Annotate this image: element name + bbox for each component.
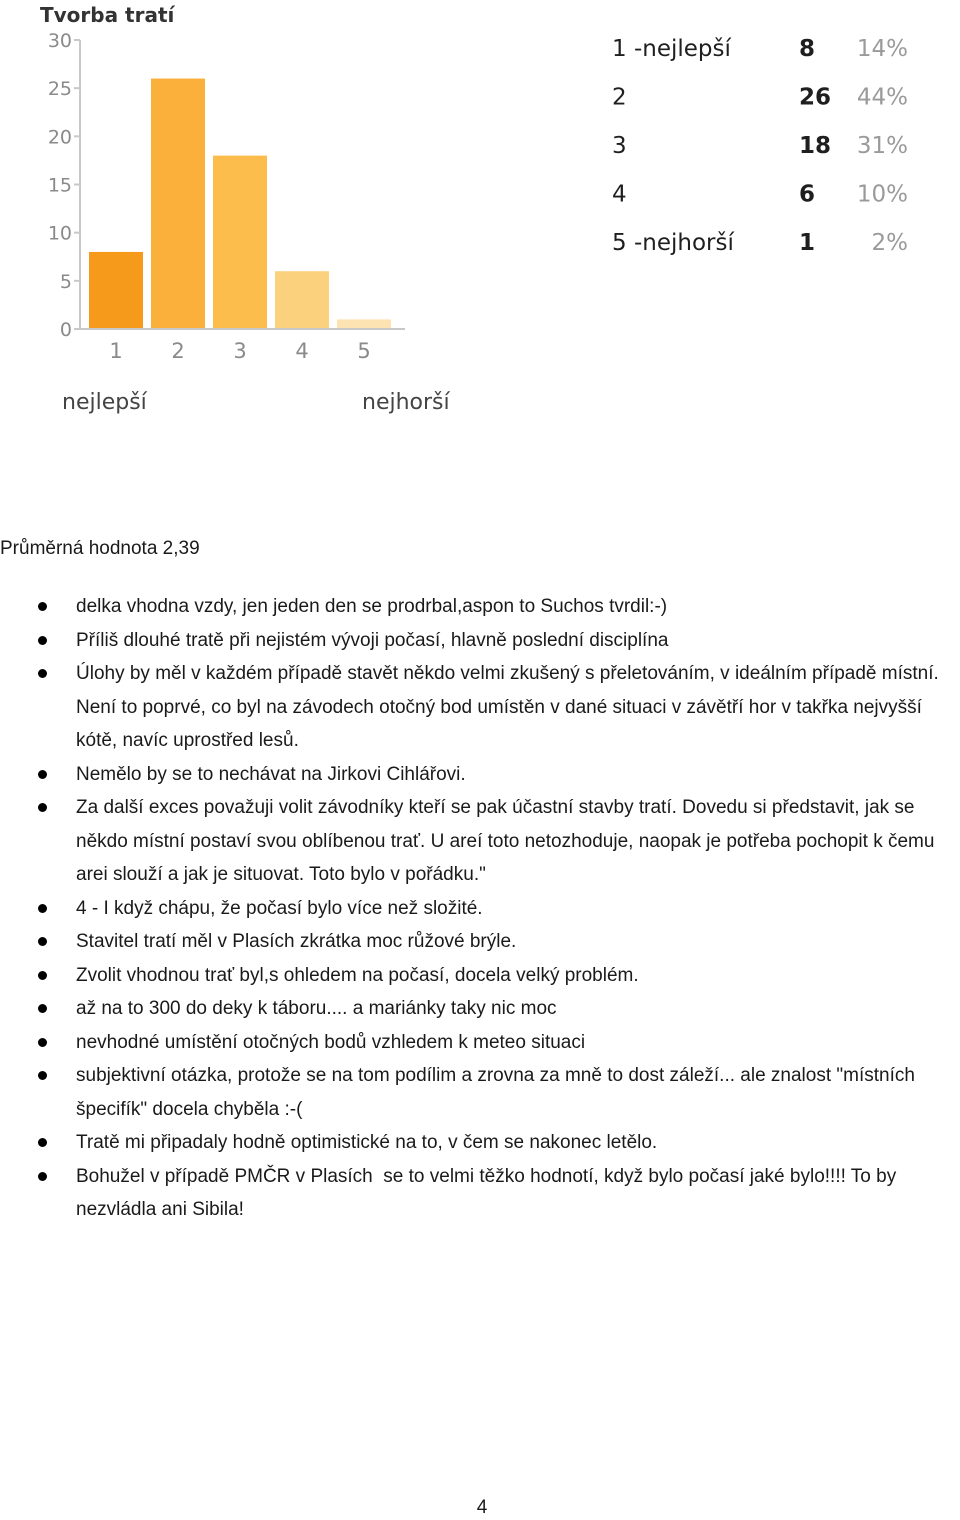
legend-percent: 14%	[856, 36, 908, 62]
bar-1	[89, 252, 143, 329]
legend-row	[612, 36, 908, 62]
legend-count: 6	[799, 181, 816, 208]
x-tick-label: 1	[109, 339, 123, 363]
comment-item: Úlohy by měl v každém případě stavět někdo velmi zkušený s přeletováním, v ideálním případě místní. Není to poprvé, co byl na závodech otočný bod umístěn v dané situaci v závětří hor v takřka nejvyšší kótě, navíc uprostřed lesů.	[0, 657, 960, 758]
y-tick-label: 20	[47, 126, 72, 149]
legend-label: 4	[612, 181, 627, 208]
legend-row	[612, 85, 908, 111]
bars	[89, 79, 391, 329]
comment-item: Příliš dlouhé tratě při nejistém vývoji počasí, hlavně poslední disciplína	[0, 624, 960, 658]
legend-label: 1 -nejlepší	[612, 36, 731, 62]
x-tick-label: 2	[171, 339, 185, 363]
worst-end-label: nejhorší	[362, 390, 450, 415]
legend-percent: 2%	[871, 230, 908, 256]
comment-item: Bohužel v případě PMČR v Plasích se to velmi těžko hodnotí, když bylo počasí jaké bylo!!!! To by nezvládla ani Sibila!	[0, 1160, 960, 1227]
legend-count: 1	[799, 230, 816, 256]
x-tick-label: 5	[357, 339, 371, 363]
y-tick-label: 15	[47, 174, 72, 197]
comment-item: subjektivní otázka, protože se na tom podílim a zrovna za mně to dost záleží... ale znalost "místních špecifík" docela chyběla :-(	[0, 1059, 960, 1126]
legend-row	[612, 133, 908, 159]
y-tick-label: 5	[59, 270, 72, 293]
legend-percent: 31%	[856, 133, 908, 159]
comment-item: až na to 300 do deky k táboru.... a mariánky taky nic moc	[0, 992, 960, 1026]
comment-item: 4 - I když chápu, že počasí bylo více než složité.	[0, 892, 960, 926]
y-tick-label: 30	[47, 30, 72, 52]
comment-item: Tratě mi připadaly hodně optimistické na to, v čem se nakonec letělo.	[0, 1126, 960, 1160]
chart-title: Tvorba tratí	[40, 3, 175, 27]
bar-5	[337, 319, 391, 329]
comment-item: Za další exces považuji volit závodníky kteří se pak účastní stavby tratí. Dovedu si představit, jak se někdo místní postaví svou oblíbenou trať. U areí toto netozhoduje, naopak je potřeba pochopit k čemu arei slouží a jak je situovat. Toto bylo v pořádku."	[0, 791, 960, 892]
comment-item: Zvolit vhodnou trať byl,s ohledem na počasí, docela velký problém.	[0, 959, 960, 993]
x-axis	[80, 329, 405, 363]
comment-item: nevhodné umístění otočných bodů vzhledem k meteo situaci	[0, 1026, 960, 1060]
legend-count: 8	[799, 36, 816, 62]
legend-label: 2	[612, 84, 627, 111]
comment-item: delka vhodna vzdy, jen jeden den se prodrbal,aspon to Suchos tvrdil:-)	[0, 590, 960, 624]
bar-3	[213, 156, 267, 329]
y-tick-label: 25	[47, 78, 72, 101]
legend-row	[612, 182, 908, 208]
comment-item: Nemělo by se to nechávat na Jirkovi Cihlářovi.	[0, 758, 960, 792]
legend	[612, 36, 908, 256]
comment-list	[0, 590, 960, 1227]
comment-item: Stavitel tratí měl v Plasích zkrátka moc růžové brýle.	[0, 925, 960, 959]
legend-count: 18	[799, 133, 832, 159]
legend-count: 26	[799, 84, 832, 111]
legend-percent: 44%	[856, 84, 908, 111]
legend-label: 5 -nejhorší	[612, 230, 734, 256]
bar-4	[275, 271, 329, 329]
y-axis	[48, 30, 80, 341]
legend-label: 3	[612, 133, 627, 159]
bar-chart	[0, 0, 960, 440]
page-number: 4	[476, 1497, 488, 1518]
x-tick-label: 3	[233, 339, 247, 363]
x-tick-label: 4	[295, 339, 309, 363]
legend-row	[612, 230, 908, 256]
average-value: Průměrná hodnota 2,39	[0, 538, 200, 559]
bar-2	[151, 79, 205, 329]
legend-percent: 10%	[856, 181, 908, 208]
best-end-label: nejlepší	[62, 390, 147, 415]
y-tick-label: 10	[47, 222, 72, 245]
y-tick-label: 0	[59, 319, 72, 341]
